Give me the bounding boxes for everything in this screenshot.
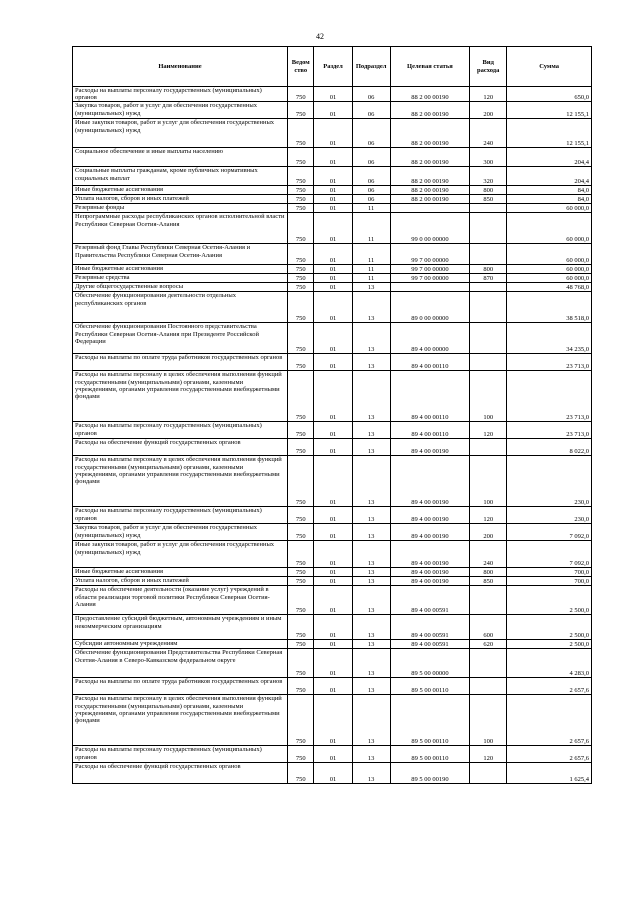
- row-celevaya: 89 4 00 00190: [390, 541, 469, 568]
- row-podrazdel: 13: [352, 695, 390, 746]
- row-podrazdel: 13: [352, 615, 390, 640]
- row-ved: 750: [288, 204, 314, 213]
- row-summa: 48 768,0: [507, 283, 592, 292]
- row-podrazdel: 06: [352, 87, 390, 102]
- row-razdel: 01: [314, 456, 352, 507]
- row-name: Иные бюджетные ассигнования: [73, 186, 288, 195]
- row-razdel: 01: [314, 615, 352, 640]
- row-vid: 240: [470, 119, 507, 148]
- row-podrazdel: 13: [352, 371, 390, 422]
- row-summa: 23 713,0: [507, 422, 592, 439]
- row-celevaya: 89 4 00 00110: [390, 422, 469, 439]
- row-vid: [470, 213, 507, 244]
- row-summa: 38 518,0: [507, 292, 592, 323]
- row-podrazdel: 06: [352, 186, 390, 195]
- table-row: [73, 274, 592, 283]
- row-podrazdel: 13: [352, 746, 390, 763]
- row-summa: 230,0: [507, 456, 592, 507]
- row-summa: 60 000,0: [507, 274, 592, 283]
- table-row: [73, 119, 592, 148]
- row-celevaya: 99 7 00 00000: [390, 274, 469, 283]
- row-ved: 750: [288, 371, 314, 422]
- row-ved: 750: [288, 265, 314, 274]
- row-celevaya: 89 5 00 00110: [390, 695, 469, 746]
- table-row: [73, 507, 592, 524]
- row-podrazdel: 13: [352, 456, 390, 507]
- row-vid: 600: [470, 615, 507, 640]
- row-razdel: 01: [314, 87, 352, 102]
- row-ved: 750: [288, 422, 314, 439]
- row-podrazdel: 13: [352, 292, 390, 323]
- row-ved: 750: [288, 119, 314, 148]
- row-ved: 750: [288, 524, 314, 541]
- table-body: [73, 87, 592, 784]
- row-ved: 750: [288, 586, 314, 615]
- row-name: Обеспечение функционирования Представительства Республики Северная Осетия-Алания в Северо-Кавказском федеральном округе: [73, 649, 288, 678]
- row-summa: 7 092,0: [507, 541, 592, 568]
- row-razdel: 01: [314, 439, 352, 456]
- row-razdel: 01: [314, 640, 352, 649]
- row-name: Резервные фонды: [73, 204, 288, 213]
- row-podrazdel: 06: [352, 119, 390, 148]
- table-row: [73, 678, 592, 695]
- row-celevaya: 89 4 00 00190: [390, 577, 469, 586]
- row-summa: 60 000,0: [507, 204, 592, 213]
- row-razdel: 01: [314, 283, 352, 292]
- row-ved: 750: [288, 354, 314, 371]
- row-podrazdel: 13: [352, 283, 390, 292]
- row-summa: 2 500,0: [507, 640, 592, 649]
- row-razdel: 01: [314, 186, 352, 195]
- header-podrazdel: Подраздел: [352, 47, 390, 87]
- header-celevaya: Целевая статья: [390, 47, 469, 87]
- row-summa: 700,0: [507, 568, 592, 577]
- row-summa: 1 625,4: [507, 763, 592, 784]
- row-summa: 60 000,0: [507, 265, 592, 274]
- row-celevaya: 89 5 00 00110: [390, 746, 469, 763]
- row-summa: 7 092,0: [507, 524, 592, 541]
- row-ved: 750: [288, 439, 314, 456]
- row-summa: 650,0: [507, 87, 592, 102]
- row-celevaya: 89 4 00 00190: [390, 439, 469, 456]
- row-ved: 750: [288, 456, 314, 507]
- row-podrazdel: 13: [352, 354, 390, 371]
- row-vid: 100: [470, 371, 507, 422]
- table-row: [73, 577, 592, 586]
- row-name: Закупка товаров, работ и услуг для обеспечения государственных (муниципальных) нужд: [73, 524, 288, 541]
- header-vid: Вид расхода: [470, 47, 507, 87]
- row-ved: 750: [288, 167, 314, 186]
- row-podrazdel: 13: [352, 577, 390, 586]
- row-summa: 2 657,6: [507, 695, 592, 746]
- row-ved: 750: [288, 577, 314, 586]
- row-name: Социальные выплаты гражданам, кроме публичных нормативных социальных выплат: [73, 167, 288, 186]
- row-name: Закупка товаров, работ и услуг для обеспечения государственных (муниципальных) нужд: [73, 102, 288, 119]
- row-razdel: 01: [314, 746, 352, 763]
- row-razdel: 01: [314, 119, 352, 148]
- row-name: Другие общегосударственные вопросы: [73, 283, 288, 292]
- row-razdel: 01: [314, 167, 352, 186]
- row-podrazdel: 13: [352, 541, 390, 568]
- row-vid: [470, 586, 507, 615]
- row-podrazdel: 13: [352, 678, 390, 695]
- row-ved: 750: [288, 507, 314, 524]
- row-summa: 12 155,1: [507, 119, 592, 148]
- header-summa: Сумма: [507, 47, 592, 87]
- row-vid: [470, 678, 507, 695]
- row-name: Расходы на выплаты персоналу в целях обеспечения выполнения функций государственными (муниципальными) органами, казенными учреждениями, органами управления государственными внебюджетными фондами: [73, 371, 288, 422]
- row-podrazdel: 13: [352, 763, 390, 784]
- row-summa: 23 713,0: [507, 371, 592, 422]
- row-summa: 204,4: [507, 167, 592, 186]
- row-name: Непрограммные расходы республиканских органов исполнительной власти Республики Северная Осетия-Алания: [73, 213, 288, 244]
- row-podrazdel: 13: [352, 568, 390, 577]
- row-summa: 12 155,1: [507, 102, 592, 119]
- row-celevaya: 88 2 00 00190: [390, 87, 469, 102]
- row-razdel: 01: [314, 524, 352, 541]
- row-razdel: 01: [314, 649, 352, 678]
- row-name: Иные закупки товаров, работ и услуг для обеспечения государственных (муниципальных) нужд: [73, 119, 288, 148]
- row-summa: 2 657,6: [507, 678, 592, 695]
- table-row: [73, 422, 592, 439]
- row-summa: 8 022,0: [507, 439, 592, 456]
- row-summa: 2 500,0: [507, 615, 592, 640]
- row-podrazdel: 11: [352, 274, 390, 283]
- row-celevaya: 99 7 00 00000: [390, 244, 469, 265]
- row-ved: 750: [288, 649, 314, 678]
- row-vid: [470, 292, 507, 323]
- row-razdel: 01: [314, 213, 352, 244]
- row-summa: 4 283,0: [507, 649, 592, 678]
- row-razdel: 01: [314, 577, 352, 586]
- row-vid: 320: [470, 167, 507, 186]
- row-vid: [470, 763, 507, 784]
- table-row: [73, 439, 592, 456]
- row-razdel: 01: [314, 195, 352, 204]
- row-ved: 750: [288, 186, 314, 195]
- table-row: [73, 195, 592, 204]
- row-razdel: 01: [314, 763, 352, 784]
- row-summa: 84,0: [507, 186, 592, 195]
- table-row: [73, 371, 592, 422]
- row-ved: 750: [288, 615, 314, 640]
- row-celevaya: 89 5 00 00000: [390, 649, 469, 678]
- row-summa: 84,0: [507, 195, 592, 204]
- row-name: Расходы на выплаты персоналу государственных (муниципальных) органов: [73, 746, 288, 763]
- table-row: [73, 213, 592, 244]
- row-ved: 750: [288, 244, 314, 265]
- row-vid: [470, 323, 507, 354]
- row-name: Расходы на обеспечение деятельности (оказание услуг) учреждений в области реализации торговой политики Республики Северная Осетия-Алания: [73, 586, 288, 615]
- row-name: Иные бюджетные ассигнования: [73, 265, 288, 274]
- row-razdel: 01: [314, 371, 352, 422]
- table-row: [73, 87, 592, 102]
- row-celevaya: [390, 204, 469, 213]
- row-vid: 100: [470, 695, 507, 746]
- header-ved: Ведом ство: [288, 47, 314, 87]
- row-name: Расходы на выплаты персоналу в целях обеспечения выполнения функций государственными (муниципальными) органами, казенными учреждениями, органами управления государственными внебюджетными фондами: [73, 695, 288, 746]
- row-podrazdel: 13: [352, 640, 390, 649]
- row-celevaya: [390, 283, 469, 292]
- table-header-row: [73, 47, 592, 87]
- row-ved: 750: [288, 746, 314, 763]
- row-podrazdel: 13: [352, 586, 390, 615]
- row-celevaya: 89 5 00 00110: [390, 678, 469, 695]
- row-vid: [470, 354, 507, 371]
- row-summa: 60 000,0: [507, 244, 592, 265]
- row-vid: 870: [470, 274, 507, 283]
- row-vid: [470, 283, 507, 292]
- table-row: [73, 649, 592, 678]
- row-celevaya: 89 4 00 00591: [390, 615, 469, 640]
- table-row: [73, 204, 592, 213]
- row-celevaya: 89 4 00 00110: [390, 371, 469, 422]
- table-row: [73, 148, 592, 167]
- row-razdel: 01: [314, 244, 352, 265]
- row-podrazdel: 11: [352, 244, 390, 265]
- row-razdel: 01: [314, 265, 352, 274]
- row-razdel: 01: [314, 695, 352, 746]
- page-number: 42: [316, 32, 324, 41]
- row-ved: 750: [288, 148, 314, 167]
- row-celevaya: 89 4 00 00190: [390, 507, 469, 524]
- row-razdel: 01: [314, 292, 352, 323]
- row-celevaya: 88 2 00 00190: [390, 195, 469, 204]
- row-ved: 750: [288, 213, 314, 244]
- row-ved: 750: [288, 541, 314, 568]
- row-name: Социальное обеспечение и иные выплаты населению: [73, 148, 288, 167]
- row-celevaya: 88 2 00 00190: [390, 102, 469, 119]
- table-row: [73, 456, 592, 507]
- table-row: [73, 283, 592, 292]
- table-row: [73, 524, 592, 541]
- row-vid: 800: [470, 568, 507, 577]
- row-vid: 120: [470, 87, 507, 102]
- table-row: [73, 102, 592, 119]
- row-summa: 60 000,0: [507, 213, 592, 244]
- table-row: [73, 640, 592, 649]
- row-name: Иные бюджетные ассигнования: [73, 568, 288, 577]
- row-razdel: 01: [314, 541, 352, 568]
- row-razdel: 01: [314, 568, 352, 577]
- row-ved: 750: [288, 640, 314, 649]
- row-podrazdel: 11: [352, 213, 390, 244]
- row-ved: 750: [288, 283, 314, 292]
- row-name: Расходы на выплаты персоналу в целях обеспечения выполнения функций государственными (муниципальными) органами, казенными учреждениями, органами управления государственными внебюджетными фондами: [73, 456, 288, 507]
- row-celevaya: 99 7 00 00000: [390, 265, 469, 274]
- row-name: Расходы на выплаты по оплате труда работников государственных органов: [73, 354, 288, 371]
- row-razdel: 01: [314, 507, 352, 524]
- row-celevaya: 99 0 00 00000: [390, 213, 469, 244]
- row-ved: 750: [288, 695, 314, 746]
- row-razdel: 01: [314, 678, 352, 695]
- row-summa: 23 713,0: [507, 354, 592, 371]
- table-row: [73, 265, 592, 274]
- row-name: Обеспечение функционирования Постоянного представительства Республики Северная Осетия-Алания при Президенте Российской Федерации: [73, 323, 288, 354]
- row-ved: 750: [288, 763, 314, 784]
- row-podrazdel: 11: [352, 265, 390, 274]
- row-vid: [470, 439, 507, 456]
- row-razdel: 01: [314, 274, 352, 283]
- header-razdel: Раздел: [314, 47, 352, 87]
- row-summa: 34 235,0: [507, 323, 592, 354]
- row-name: Иные закупки товаров, работ и услуг для обеспечения государственных (муниципальных) нужд: [73, 541, 288, 568]
- budget-table: [72, 46, 592, 784]
- row-vid: 620: [470, 640, 507, 649]
- row-ved: 750: [288, 195, 314, 204]
- row-podrazdel: 13: [352, 422, 390, 439]
- row-vid: 850: [470, 195, 507, 204]
- row-razdel: 01: [314, 354, 352, 371]
- row-celevaya: 89 4 00 00591: [390, 586, 469, 615]
- row-name: Уплата налогов, сборов и иных платежей: [73, 195, 288, 204]
- row-razdel: 01: [314, 586, 352, 615]
- row-podrazdel: 13: [352, 439, 390, 456]
- row-vid: 120: [470, 507, 507, 524]
- row-celevaya: 89 0 00 00000: [390, 292, 469, 323]
- table-row: [73, 541, 592, 568]
- row-razdel: 01: [314, 148, 352, 167]
- table-row: [73, 354, 592, 371]
- table-row: [73, 586, 592, 615]
- row-vid: 120: [470, 422, 507, 439]
- row-ved: 750: [288, 568, 314, 577]
- row-name: Субсидии автономным учреждениям: [73, 640, 288, 649]
- row-celevaya: 89 4 00 00591: [390, 640, 469, 649]
- row-ved: 750: [288, 292, 314, 323]
- row-celevaya: 89 4 00 00110: [390, 354, 469, 371]
- row-podrazdel: 13: [352, 524, 390, 541]
- row-name: Резервные средства: [73, 274, 288, 283]
- row-podrazdel: 11: [352, 204, 390, 213]
- row-ved: 750: [288, 102, 314, 119]
- row-celevaya: 88 2 00 00190: [390, 119, 469, 148]
- row-celevaya: 88 2 00 00190: [390, 148, 469, 167]
- row-vid: [470, 244, 507, 265]
- row-name: Расходы на выплаты персоналу государственных (муниципальных) органов: [73, 87, 288, 102]
- row-name: Обеспечение функционирования деятельности отдельных республиканских органов: [73, 292, 288, 323]
- row-celevaya: 89 4 00 00190: [390, 456, 469, 507]
- row-razdel: 01: [314, 323, 352, 354]
- row-podrazdel: 13: [352, 323, 390, 354]
- table-row: [73, 186, 592, 195]
- row-vid: 200: [470, 102, 507, 119]
- row-summa: 2 500,0: [507, 586, 592, 615]
- table-row: [73, 568, 592, 577]
- row-vid: [470, 204, 507, 213]
- table-row: [73, 746, 592, 763]
- row-name: Расходы на выплаты персоналу государственных (муниципальных) органов: [73, 422, 288, 439]
- row-ved: 750: [288, 274, 314, 283]
- row-name: Уплата налогов, сборов и иных платежей: [73, 577, 288, 586]
- row-name: Расходы на обеспечение функций государственных органов: [73, 439, 288, 456]
- header-name: Наименование: [73, 47, 288, 87]
- row-vid: 300: [470, 148, 507, 167]
- row-podrazdel: 06: [352, 195, 390, 204]
- row-name: Резервный фонд Главы Республики Северная Осетия-Алания и Правительства Республики Северная Осетия-Алания: [73, 244, 288, 265]
- row-celevaya: 89 5 00 00190: [390, 763, 469, 784]
- row-ved: 750: [288, 87, 314, 102]
- row-razdel: 01: [314, 204, 352, 213]
- row-podrazdel: 06: [352, 167, 390, 186]
- row-name: Расходы на выплаты по оплате труда работников государственных органов: [73, 678, 288, 695]
- table-row: [73, 695, 592, 746]
- row-razdel: 01: [314, 422, 352, 439]
- row-vid: 100: [470, 456, 507, 507]
- row-vid: 850: [470, 577, 507, 586]
- row-name: Расходы на обеспечение функций государственных органов: [73, 763, 288, 784]
- table-row: [73, 292, 592, 323]
- row-ved: 750: [288, 323, 314, 354]
- row-summa: 230,0: [507, 507, 592, 524]
- row-vid: 240: [470, 541, 507, 568]
- row-vid: 200: [470, 524, 507, 541]
- row-celevaya: 89 4 00 00000: [390, 323, 469, 354]
- table-row: [73, 763, 592, 784]
- table-row: [73, 167, 592, 186]
- row-vid: [470, 649, 507, 678]
- row-summa: 2 657,6: [507, 746, 592, 763]
- row-podrazdel: 06: [352, 102, 390, 119]
- row-celevaya: 89 4 00 00190: [390, 568, 469, 577]
- row-celevaya: 89 4 00 00190: [390, 524, 469, 541]
- row-summa: 204,4: [507, 148, 592, 167]
- row-celevaya: 88 2 00 00190: [390, 167, 469, 186]
- row-summa: 700,0: [507, 577, 592, 586]
- table-row: [73, 244, 592, 265]
- row-podrazdel: 13: [352, 507, 390, 524]
- row-celevaya: 88 2 00 00190: [390, 186, 469, 195]
- row-podrazdel: 06: [352, 148, 390, 167]
- row-vid: 800: [470, 186, 507, 195]
- row-vid: 120: [470, 746, 507, 763]
- row-ved: 750: [288, 678, 314, 695]
- table-row: [73, 323, 592, 354]
- table-row: [73, 615, 592, 640]
- row-razdel: 01: [314, 102, 352, 119]
- row-podrazdel: 13: [352, 649, 390, 678]
- row-name: Расходы на выплаты персоналу государственных (муниципальных) органов: [73, 507, 288, 524]
- row-vid: 800: [470, 265, 507, 274]
- row-name: Предоставление субсидий бюджетным, автономным учреждениям и иным некоммерческим организациям: [73, 615, 288, 640]
